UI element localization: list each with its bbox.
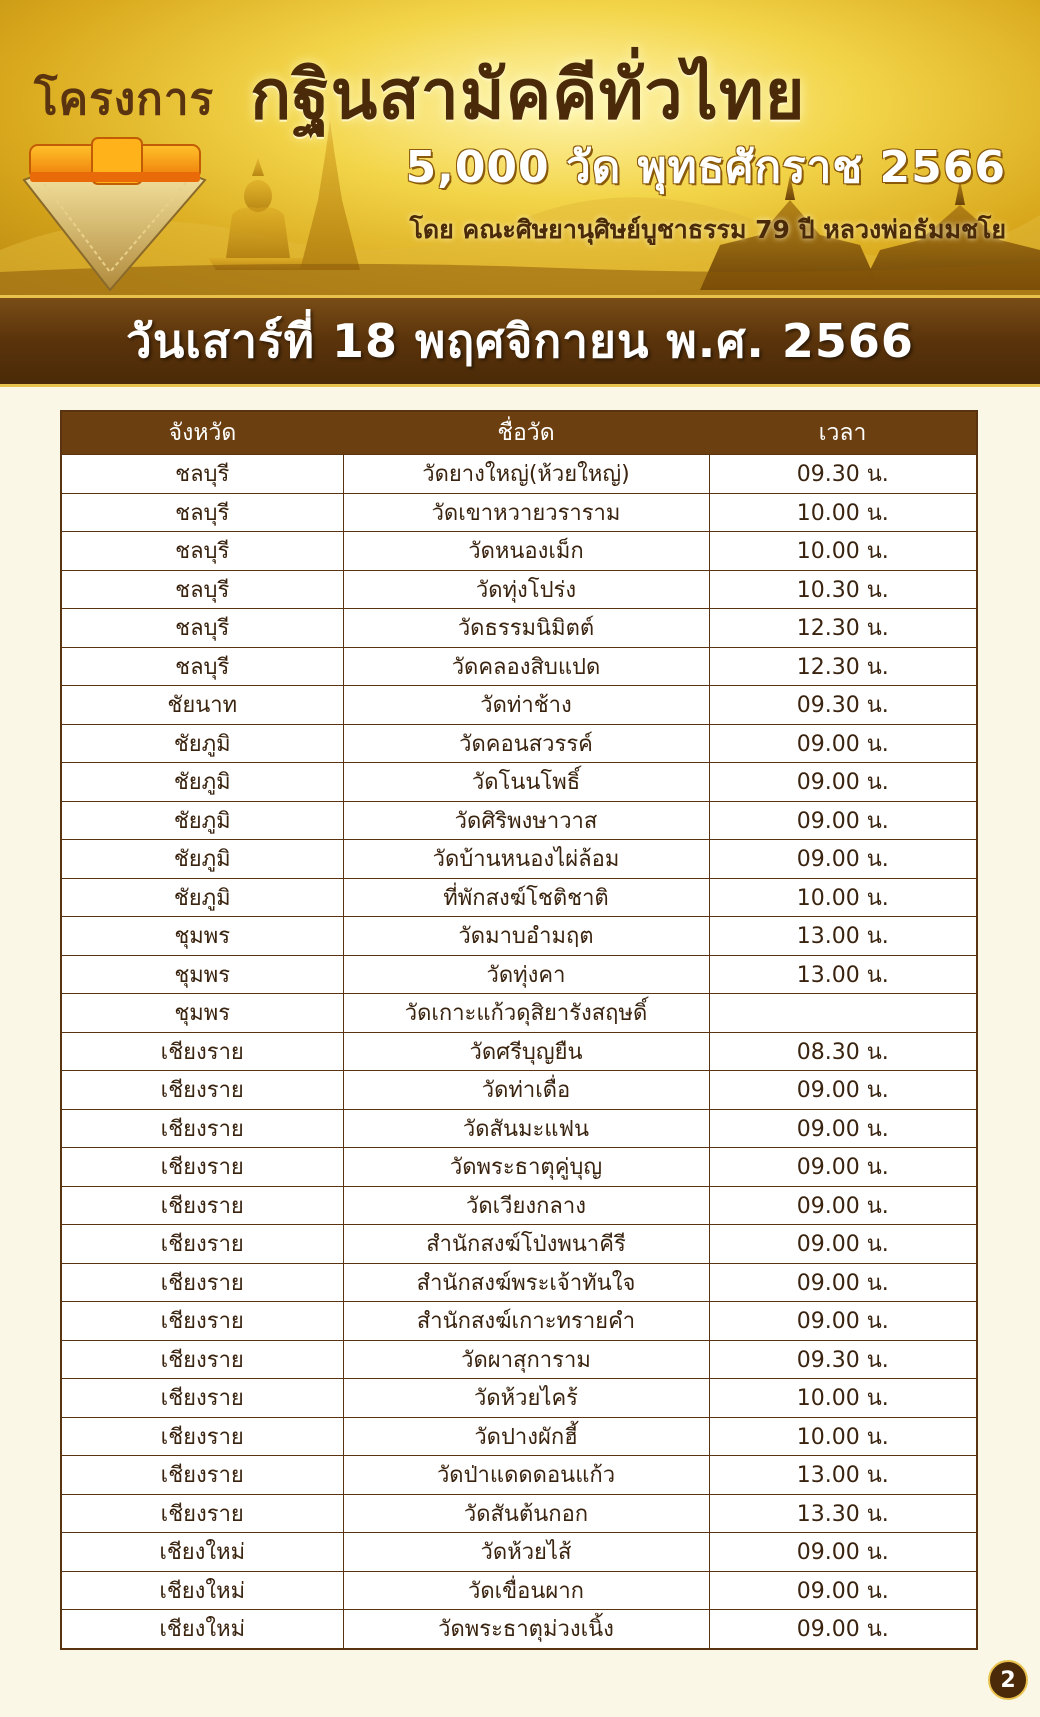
- cell-province: ชัยภูมิ: [61, 724, 343, 763]
- table-row: [61, 1032, 977, 1071]
- cell-province: เชียงใหม่: [61, 1610, 343, 1649]
- cell-province: ชลบุรี: [61, 493, 343, 532]
- cell-time: 09.00 น.: [709, 1148, 977, 1187]
- cell-time: 09.00 น.: [709, 1071, 977, 1110]
- cell-temple: วัดคอนสวรรค์: [343, 724, 709, 763]
- cell-province: เชียงราย: [61, 1263, 343, 1302]
- cell-temple: วัดศรีบุญยืน: [343, 1032, 709, 1071]
- schedule-table-container: [60, 410, 976, 1650]
- cell-time: 13.00 น.: [709, 955, 977, 994]
- table-row: [61, 801, 977, 840]
- cell-province: ชลบุรี: [61, 532, 343, 571]
- table-row: [61, 570, 977, 609]
- cell-province: เชียงราย: [61, 1186, 343, 1225]
- page-number-badge: [988, 1660, 1028, 1700]
- cell-province: เชียงราย: [61, 1456, 343, 1495]
- project-subtitle: 5,000 วัด พุทธศักราช 2566: [405, 142, 1006, 193]
- cell-time: 09.00 น.: [709, 1109, 977, 1148]
- table-header-row: [61, 411, 977, 455]
- table-row: [61, 1340, 977, 1379]
- cell-province: เชียงใหม่: [61, 1571, 343, 1610]
- cell-province: ชุมพร: [61, 994, 343, 1033]
- cell-time: 09.00 น.: [709, 801, 977, 840]
- cell-temple: ที่พักสงฆ์โชติชาติ: [343, 878, 709, 917]
- cell-temple: วัดเวียงกลาง: [343, 1186, 709, 1225]
- cell-temple: วัดสันมะแฟน: [343, 1109, 709, 1148]
- date-banner: [0, 295, 1040, 387]
- table-row: [61, 1456, 977, 1495]
- cell-province: ชลบุรี: [61, 570, 343, 609]
- cell-time: 12.30 น.: [709, 647, 977, 686]
- cell-province: ชัยภูมิ: [61, 801, 343, 840]
- cell-time: 09.00 น.: [709, 763, 977, 802]
- cell-province: เชียงราย: [61, 1340, 343, 1379]
- cell-time: 09.30 น.: [709, 686, 977, 725]
- table-row: [61, 840, 977, 879]
- cell-province: เชียงราย: [61, 1148, 343, 1187]
- project-prefix: โครงการ: [34, 74, 215, 125]
- cell-temple: วัดคลองสิบแปด: [343, 647, 709, 686]
- table-row: [61, 917, 977, 956]
- cell-province: ชลบุรี: [61, 647, 343, 686]
- cell-time: 10.00 น.: [709, 1417, 977, 1456]
- cell-temple: วัดป่าแดดดอนแก้ว: [343, 1456, 709, 1495]
- table-row: [61, 1379, 977, 1418]
- cell-temple: วัดยางใหญ่(ห้วยใหญ่): [343, 455, 709, 494]
- cell-province: เชียงราย: [61, 1379, 343, 1418]
- table-row: [61, 1494, 977, 1533]
- schedule-table: [60, 410, 978, 1650]
- cell-time: 10.00 น.: [709, 493, 977, 532]
- table-row: [61, 1148, 977, 1187]
- cell-province: ชัยนาท: [61, 686, 343, 725]
- cell-province: เชียงราย: [61, 1109, 343, 1148]
- table-row: [61, 1186, 977, 1225]
- cell-temple: วัดท่าช้าง: [343, 686, 709, 725]
- cell-time: 10.30 น.: [709, 570, 977, 609]
- table-row: [61, 532, 977, 571]
- cell-temple: วัดหนองเม็ก: [343, 532, 709, 571]
- cell-time: 09.30 น.: [709, 455, 977, 494]
- table-row: [61, 609, 977, 648]
- project-title: กฐินสามัคคีทั่วไทย: [250, 56, 806, 135]
- table-row: [61, 1071, 977, 1110]
- table-row: [61, 647, 977, 686]
- cell-temple: วัดสันต้นกอก: [343, 1494, 709, 1533]
- column-header-time: เวลา: [709, 411, 977, 455]
- column-header-temple: ชื่อวัด: [343, 411, 709, 455]
- table-row: [61, 878, 977, 917]
- cell-temple: วัดพระธาตุม่วงเนิ้ง: [343, 1610, 709, 1649]
- cell-province: ชัยภูมิ: [61, 878, 343, 917]
- cell-time: 09.00 น.: [709, 1225, 977, 1264]
- header-banner: [0, 0, 1040, 295]
- table-row: [61, 1302, 977, 1341]
- cell-temple: วัดท่าเดื่อ: [343, 1071, 709, 1110]
- cell-temple: วัดศิริพงษาวาส: [343, 801, 709, 840]
- cell-temple: สำนักสงฆ์พระเจ้าทันใจ: [343, 1263, 709, 1302]
- table-row: [61, 1263, 977, 1302]
- cell-time: 10.00 น.: [709, 878, 977, 917]
- cell-time: 09.00 น.: [709, 1186, 977, 1225]
- cell-province: ชุมพร: [61, 955, 343, 994]
- cell-time: 12.30 น.: [709, 609, 977, 648]
- cell-temple: วัดเขื่อนผาก: [343, 1571, 709, 1610]
- cell-time: 09.30 น.: [709, 1340, 977, 1379]
- cell-province: ชุมพร: [61, 917, 343, 956]
- project-byline: โดย คณะศิษยานุศิษย์บูชาธรรม 79 ปี หลวงพ่อธัมมชโย: [409, 215, 1006, 244]
- table-row: [61, 493, 977, 532]
- cell-time: 13.30 น.: [709, 1494, 977, 1533]
- cell-time: [709, 994, 977, 1033]
- cell-province: เชียงราย: [61, 1302, 343, 1341]
- cell-province: เชียงราย: [61, 1032, 343, 1071]
- cell-province: ชลบุรี: [61, 609, 343, 648]
- table-row: [61, 955, 977, 994]
- cell-province: เชียงราย: [61, 1417, 343, 1456]
- cell-temple: วัดห้วยไส้: [343, 1533, 709, 1572]
- table-row: [61, 1533, 977, 1572]
- cell-temple: สำนักสงฆ์โป่งพนาคีรี: [343, 1225, 709, 1264]
- table-row: [61, 1417, 977, 1456]
- table-row: [61, 1109, 977, 1148]
- cell-temple: วัดทุ่งคา: [343, 955, 709, 994]
- cell-province: ชลบุรี: [61, 455, 343, 494]
- cell-province: เชียงราย: [61, 1225, 343, 1264]
- cell-temple: วัดบ้านหนองไผ่ล้อม: [343, 840, 709, 879]
- page-number: 2: [1000, 1667, 1016, 1693]
- cell-time: 09.00 น.: [709, 1571, 977, 1610]
- cell-time: 09.00 น.: [709, 1533, 977, 1572]
- cell-time: 09.00 น.: [709, 1263, 977, 1302]
- table-row: [61, 763, 977, 802]
- cell-province: เชียงใหม่: [61, 1533, 343, 1572]
- cell-province: เชียงราย: [61, 1494, 343, 1533]
- cell-time: 10.00 น.: [709, 532, 977, 571]
- cell-temple: วัดพระธาตุคู่บุญ: [343, 1148, 709, 1187]
- cell-temple: วัดธรรมนิมิตต์: [343, 609, 709, 648]
- table-row: [61, 1571, 977, 1610]
- cell-temple: วัดเกาะแก้วดุสิยารังสฤษดิ์: [343, 994, 709, 1033]
- cell-temple: วัดมาบอำมฤต: [343, 917, 709, 956]
- table-row: [61, 994, 977, 1033]
- table-row: [61, 686, 977, 725]
- cell-time: 09.00 น.: [709, 724, 977, 763]
- cell-temple: วัดเขาหวายวราราม: [343, 493, 709, 532]
- cell-province: เชียงราย: [61, 1071, 343, 1110]
- cell-province: ชัยภูมิ: [61, 763, 343, 802]
- cell-time: 09.00 น.: [709, 840, 977, 879]
- cell-temple: วัดปางผักฮี้: [343, 1417, 709, 1456]
- cell-province: ชัยภูมิ: [61, 840, 343, 879]
- date-banner-text: วันเสาร์ที่ 18 พฤศจิกายน พ.ศ. 2566: [126, 313, 914, 368]
- table-row: [61, 724, 977, 763]
- cell-time: 13.00 น.: [709, 1456, 977, 1495]
- table-row: [61, 1610, 977, 1649]
- column-header-province: จังหวัด: [61, 411, 343, 455]
- cell-temple: วัดผาสุการาม: [343, 1340, 709, 1379]
- table-row: [61, 455, 977, 494]
- cell-time: 09.00 น.: [709, 1610, 977, 1649]
- cell-time: 08.30 น.: [709, 1032, 977, 1071]
- cell-temple: วัดโนนโพธิ์: [343, 763, 709, 802]
- cell-time: 10.00 น.: [709, 1379, 977, 1418]
- cell-time: 09.00 น.: [709, 1302, 977, 1341]
- cell-temple: วัดห้วยไคร้: [343, 1379, 709, 1418]
- cell-time: 13.00 น.: [709, 917, 977, 956]
- table-row: [61, 1225, 977, 1264]
- cell-temple: วัดทุ่งโปร่ง: [343, 570, 709, 609]
- cell-temple: สำนักสงฆ์เกาะทรายคำ: [343, 1302, 709, 1341]
